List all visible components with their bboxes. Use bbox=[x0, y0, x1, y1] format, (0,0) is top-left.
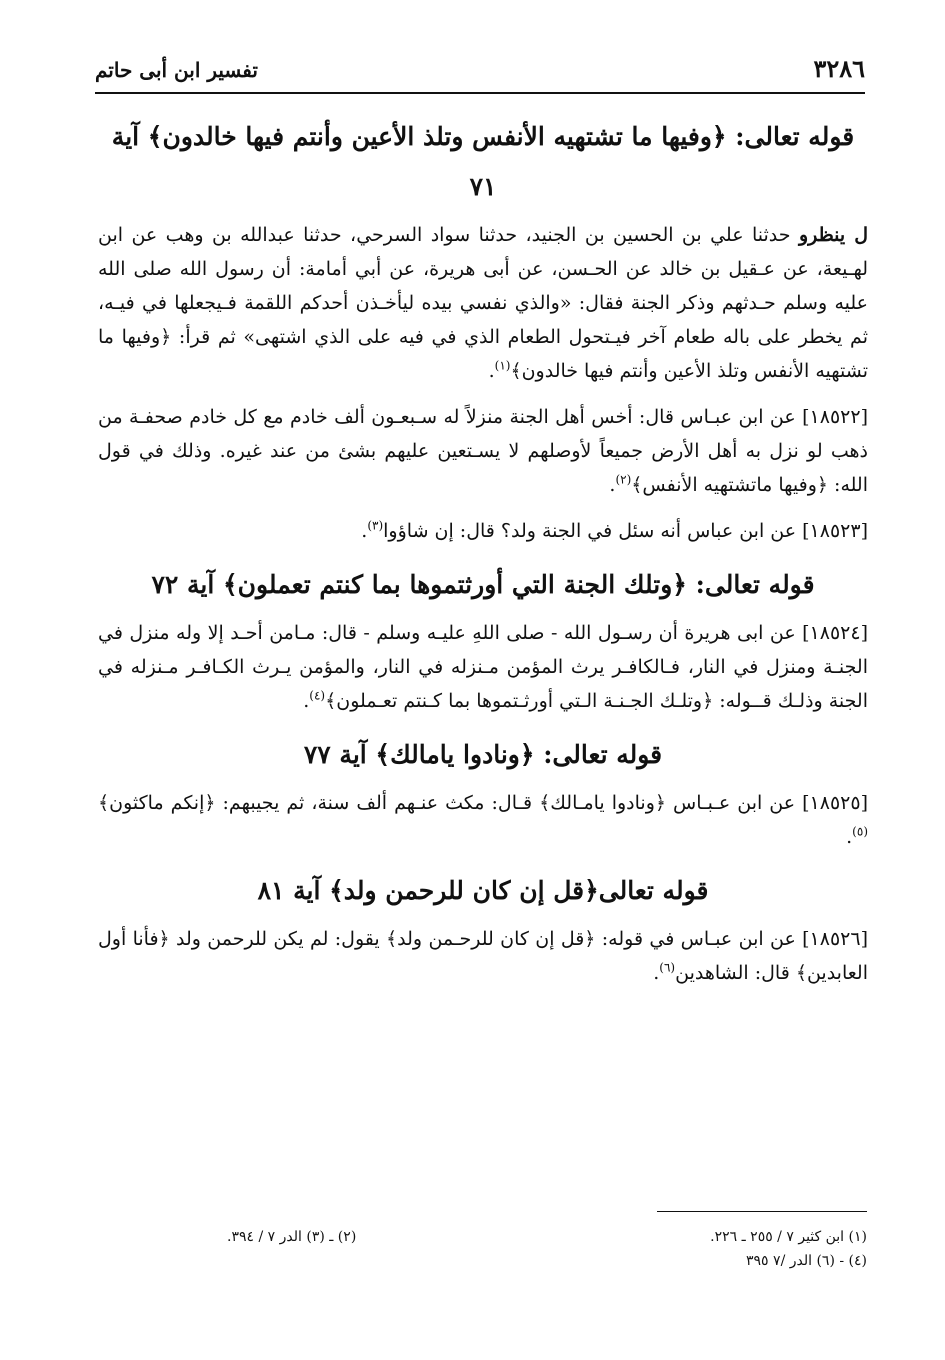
verse-heading: قوله تعالى: ﴿وفيها ما تشتهيه الأنفس وتلذ الأعين وأنتم فيها خالدون﴾ آية ٧١ bbox=[111, 122, 855, 201]
hadith-paragraph bbox=[98, 786, 868, 854]
hadith-number: [١٨٥٢٣] bbox=[802, 520, 868, 542]
hadith-number: [١٨٥٢٦] bbox=[802, 928, 868, 950]
footnote-ref: (٣) bbox=[367, 518, 384, 533]
page-body bbox=[98, 108, 868, 1002]
footnote-divider bbox=[657, 1211, 867, 1212]
paragraph-end: . bbox=[609, 474, 616, 496]
paragraph-lead: ل ينظرو bbox=[798, 224, 869, 246]
paragraph-text: عن ابى هريرة أن رسـول الله - صلى اللهِ عليـه وسلم - قال: مـامن أحـد إلا وله منزل في الجنـة ومنزل في النار، فـالكافـر يرث المؤمن مـنزله في النار، والمؤمن يـرث الكـافـر مـنزله في الجنة وذلـك قــوله: ﴿وتلـك الجـنـة الـتي أورثـتموها بما كـنتم تعـملون﴾ bbox=[98, 622, 868, 712]
paragraph-end: . bbox=[303, 690, 310, 712]
page-header bbox=[95, 48, 865, 94]
footnotes bbox=[227, 1225, 867, 1273]
verse-heading: قوله تعالى: ﴿ونادوا يامالك﴾ آية ٧٧ bbox=[303, 740, 663, 769]
hadith-paragraph bbox=[98, 400, 868, 502]
footnote-ref: (٥) bbox=[852, 824, 868, 839]
hadith-paragraph bbox=[98, 616, 868, 718]
verse-heading: قوله تعالى: ﴿وتلك الجنة التي أورثتموها بما كنتم تعملون﴾ آية ٧٢ bbox=[151, 570, 815, 599]
footnote-row bbox=[227, 1225, 867, 1249]
footnote-text: (٢) ـ (٣) الدر ٧ / ٣٩٤. bbox=[227, 1229, 357, 1245]
footnote-ref: (٦) bbox=[659, 960, 676, 975]
hadith-paragraph bbox=[98, 218, 868, 388]
paragraph-text: عن ابن عبـاس قال: أخس أهل الجنة منزلاً له سـبعـون ألف خادم مع كل خادم صحفـة من ذهب لو نزل به أهل الأرض جميعاً لأوصلهم لا يسـتعين عليهم بشئ من عند غيره. وذلك في قول الله: ﴿وفيها ماتشتهيه الأنفس﴾ bbox=[98, 406, 868, 496]
paragraph-end: . bbox=[846, 826, 853, 848]
hadith-paragraph bbox=[98, 514, 868, 548]
footnote-ref: (١) bbox=[494, 358, 511, 373]
hadith-number: [١٨٥٢٤] bbox=[802, 622, 868, 644]
footnote-text: (٤) - (٦) الدر /٧ ٣٩٥ bbox=[746, 1253, 867, 1269]
hadith-number: [١٨٥٢٥] bbox=[802, 792, 868, 814]
paragraph-text: عن ابن عباس أنه سئل في الجنة ولد؟ قال: إن شاؤوا bbox=[383, 520, 803, 542]
page-number: ٣٢٨٦ bbox=[813, 54, 865, 83]
running-title: تفسير ابن أبى حاتم bbox=[95, 58, 258, 82]
paragraph-text: عن ابن عبـاس في قوله: ﴿قل إن كان للرحـمن ولد﴾ يقول: لم يكن للرحمن ولد ﴿فأنا أول العابدين﴾ قال: الشاهدين bbox=[98, 928, 868, 984]
paragraph-end: . bbox=[361, 520, 368, 542]
footnote-ref: (٢) bbox=[615, 472, 632, 487]
footnote-ref: (٤) bbox=[309, 688, 326, 703]
paragraph-text: عن ابن عـبـاس ﴿ونادوا يامـالك﴾ قـال: مكث عنـهم ألف سنة، ثم يجيبهم: ﴿إنكم ماكثون﴾ bbox=[98, 792, 803, 814]
paragraph-end: . bbox=[488, 360, 495, 382]
paragraph-end: . bbox=[653, 962, 660, 984]
hadith-number: [١٨٥٢٢] bbox=[802, 406, 868, 428]
verse-heading: قوله تعالى﴿قل إن كان للرحمن ولد﴾ آية ٨١ bbox=[257, 876, 709, 905]
hadith-paragraph bbox=[98, 922, 868, 990]
footnote-text: (١) ابن كثير ٧ / ٢٥٥ ـ ٢٢٦. bbox=[710, 1229, 867, 1245]
paragraph-text: حدثنا علي بن الحسين بن الجنيد، حدثنا سواد السرحي، حدثنا عبدالله بن وهب عن ابن لهـيعة، عن عـقيل بن خالد عن الحـسن، عن أبى هريرة، عن أبي أمامة: أن رسول الله صلى الله عليه وسلم حـدثهم وذكر الجنة فقال: «والذي نفسي بيده ليأخـذن أحدكم اللقمة فـيجعلها في فيـه، ثم يخطر على باله طعام آخر فيـتحول الطعام الذي في فيه على الذي اشتهى» ثم قرأ: ﴿وفيها ما تشتهيه الأنفس وتلذ الأعين وأنتم فيها خالدون﴾ bbox=[98, 224, 868, 382]
footnote-row bbox=[227, 1249, 867, 1273]
